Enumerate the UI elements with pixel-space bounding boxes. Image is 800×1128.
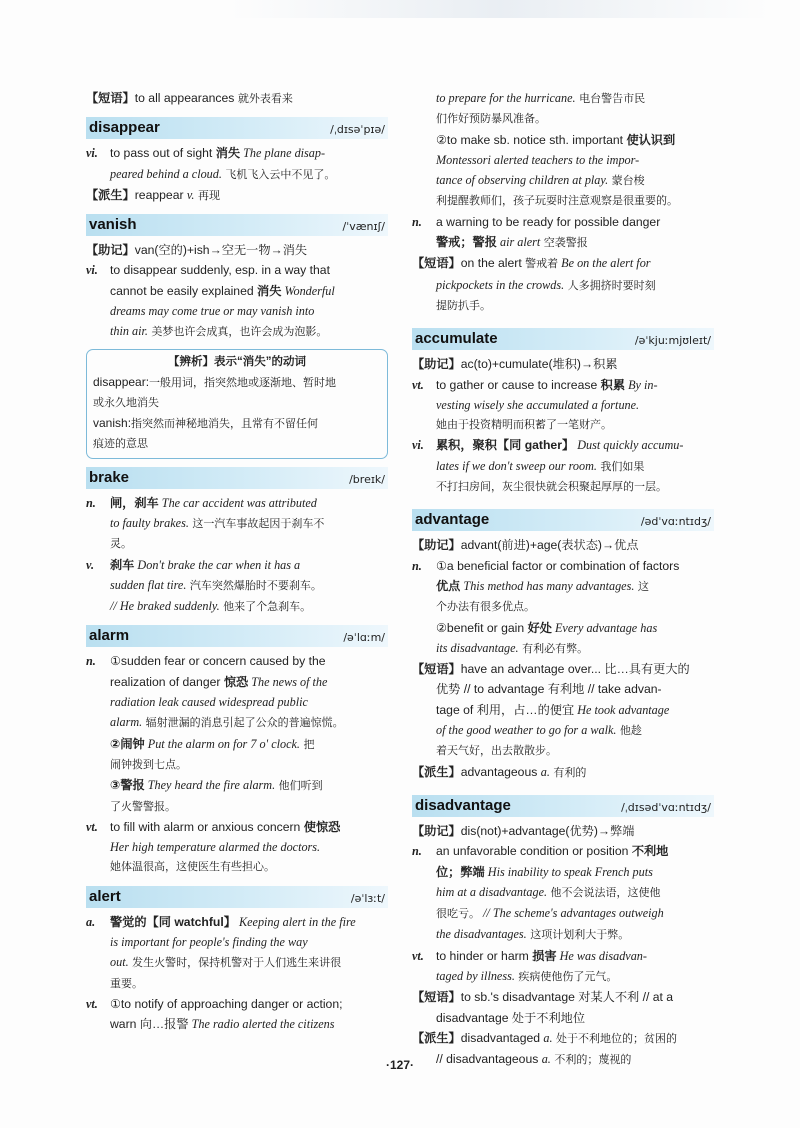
example-line: vesting wisely she accumulated a fortune. [436,397,640,412]
definition-line: vt. to gather or cause to increase 积累 By in- [412,377,658,392]
derivative-line: 【派生】disadvantaged a. 处于不利地位的；贫困的 [412,1030,678,1045]
definition-line: realization of danger 惊恐 The news of the [110,674,328,689]
phrase-line: 优势 // to advantage 有利地 // take advan- [436,682,662,697]
example-line: 很吃亏。 // The scheme's advantages outweigh [436,906,664,921]
headword: brake [89,468,130,486]
phrase-line: disadvantage 处于不利地位 [436,1010,586,1025]
example-line: out. 发生火警时，保持机警对于人们逃生来讲很 [110,955,342,970]
mnemonic-line: 【助记】dis(not)+advantage(优势)→弊端 [412,823,635,838]
phonetic: /ədˈvɑːntɪdʒ/ [640,515,711,529]
headword-vanish [86,214,388,236]
example-line: Her high temperature alarmed the doctors. [110,840,321,855]
left-column [86,88,388,1035]
headword-alert [86,886,388,908]
example-line: 了火警警报。 [110,799,176,813]
example-line: 们作好预防暴风准备。 [436,112,546,126]
headword: advantage [415,511,490,529]
phonetic: /ˌdɪsəˈpɪə/ [330,123,385,137]
example-line: Montessori alerted teachers to the impor- [436,152,640,167]
analysis-title: 【辨析】表示“消失”的动词 [168,355,306,368]
example-line: 灵。 [110,537,132,551]
phrase-line: 【短语】have an advantage over... 比…具有更大的 [412,662,690,677]
headword: alarm [89,627,130,645]
example-line: is important for people's finding the way [110,935,308,950]
definition-line: vi. to pass out of sight 消失 The plane disap- [86,146,326,161]
definition-line: 位；弊端 His inability to speak French puts [436,864,653,879]
derivative-line: 【派生】advantageous a. 有利的 [412,764,587,779]
definition-line: n. ①sudden fear or concern caused by the [86,654,326,669]
example-line: the disadvantages. 这项计划利大于弊。 [436,927,630,942]
headword: alert [89,887,121,905]
example-line: lates if we don't sweep our room. 我们如果 [436,458,645,473]
example-line: thin air. 美梦也许会成真，也许会成为泡影。 [110,324,328,339]
right-column [412,88,714,1070]
analysis-line: 痕迹的意思 [93,436,148,450]
definition-line: ②benefit or gain 好处 Every advantage has [436,620,658,635]
definition-line: vi. 累积，聚积【同 gather】 Dust quickly accumu- [412,438,684,453]
definition-line: v. 刹车 Don't brake the car when it has a [86,557,301,572]
example-line: 不打扫房间，灰尘很快就会积聚起厚厚的一层。 [436,480,667,494]
phonetic: /əˈkjuːmjʊleɪt/ [634,334,711,348]
mnemonic-line: 【助记】van(空的)+ish→空无一物→消失 [86,243,308,258]
definition-line: 优点 This method has many advantages. 这 [436,578,649,593]
example-line: 提防扒手。 [436,298,491,312]
analysis-line: disappear:一般用词，指突然地或逐渐地、暂时地 [93,374,337,389]
phrase-line: 【短语】to all appearances 就外表看来 [86,91,293,105]
example-line: tance of observing children at play. 蒙台梭 [436,173,645,188]
derivative-line: // disadvantageous a. 不利的；蔑视的 [436,1052,632,1067]
example-line: to prepare for the hurricane. 电台警告市民 [436,91,646,105]
example-line: 个办法有很多优点。 [436,600,535,614]
example-line: 重要。 [110,976,143,990]
headword-accumulate [412,328,714,350]
headword: vanish [89,216,137,234]
example-line: of the good weather to go for a walk. 他趁 [436,723,642,738]
phonetic: /əˈlɜːt/ [350,891,385,905]
example-line: 利提醒教师们，孩子玩耍时注意观察是很重要的。 [436,194,678,208]
phrase-line: 【短语】to sb.'s disadvantage 对某人不利 // at a [412,990,674,1005]
example-line: // He braked suddenly. 他来了个急刹车。 [110,599,312,614]
definition-line: n. 闸，刹车 The car accident was attributed [86,495,317,510]
definition-line: vt. to fill with alarm or anxious concern 使惊恐 [86,819,341,834]
definition-line: ③警报 They heard the fire alarm. 他们听到 [110,778,323,793]
headword: disadvantage [415,796,511,814]
definition-line: n. ①a beneficial factor or combination of factors [412,558,680,573]
definition-line: cannot be easily explained 消失 Wonderful [110,283,335,298]
definition-line: n. a warning to be ready for possible danger [412,214,661,229]
definition-line: vt. to hinder or harm 损害 He was disadvan- [412,948,647,963]
phonetic: /ˈvænɪʃ/ [342,220,385,234]
phrase-line: 【短语】on the alert 警戒着 Be on the alert for [412,256,651,271]
example-line: 闹钟拨到七点。 [110,757,187,771]
page-number: ·127· [385,1058,414,1072]
definition-line: vi. to disappear suddenly, esp. in a way that [86,263,330,278]
definition-line: 警戒；警报 air alert 空袭警报 [436,235,588,250]
phonetic: /əˈlɑːm/ [343,631,385,645]
definition-line: ②闹钟 Put the alarm on for 7 o' clock. 把 [110,736,315,751]
headword-disappear [86,117,388,139]
definition-line: warn 向…报警 The radio alerted the citizens [110,1017,335,1032]
analysis-box [86,349,388,459]
headword-disadvantage [412,795,714,817]
example-line: 她体温很高，这使医生有些担心。 [110,860,275,874]
phonetic: /ˌdɪsədˈvɑːntɪdʒ/ [621,800,711,814]
mnemonic-line: 【助记】advant(前进)+age(表状态)→优点 [412,538,639,553]
example-line: peared behind a cloud. 飞机飞入云中不见了。 [110,166,336,181]
definition-line: ②to make sb. notice sth. important 使认识到 [436,132,676,147]
headword-alarm [86,625,388,647]
example-line: its disadvantage. 有利必有弊。 [436,640,589,655]
example-line: alarm. 辐射泄漏的消息引起了公众的普遍惊慌。 [110,715,344,730]
phrase-line: tage of 利用，占…的便宜 He took advantage [436,702,670,717]
mnemonic-line: 【助记】ac(to)+cumulate(堆积)→积累 [412,357,618,372]
scan-shadow [230,0,770,18]
example-line: 她由于投资精明而积蓄了一笔财产。 [436,418,612,432]
definition-line: a. 警觉的【同 watchful】 Keeping alert in the fire [86,914,356,929]
example-line: radiation leak caused widespread public [110,695,308,710]
headword: accumulate [415,330,498,348]
example-line: sudden flat tire. 汽车突然爆胎时不要刹车。 [110,577,322,592]
definition-line: vt. ①to notify of approaching danger or action; [86,996,343,1011]
example-line: taged by illness. 疾病使他伤了元气。 [436,968,618,983]
example-line: him at a disadvantage. 他不会说法语，这使他 [436,884,661,899]
analysis-line: vanish:指突然而神秘地消失，且常有不留任何 [93,415,319,430]
example-line: to faulty brakes. 这一汽车事故起因于刹车不 [110,515,325,530]
example-line: 着天气好，出去散散步。 [436,744,557,758]
headword: disappear [89,119,160,137]
example-line: dreams may come true or may vanish into [110,304,315,319]
headword-advantage [412,509,714,531]
derivative-line: 【派生】reappear v. 再现 [86,187,220,202]
example-line: pickpockets in the crowds. 人多拥挤时要时刻 [436,277,656,292]
analysis-line: 或永久地消失 [93,395,159,409]
headword-brake [86,467,388,489]
definition-line: n. an unfavorable condition or position 不利地 [412,844,669,859]
phonetic: /breɪk/ [349,472,385,486]
